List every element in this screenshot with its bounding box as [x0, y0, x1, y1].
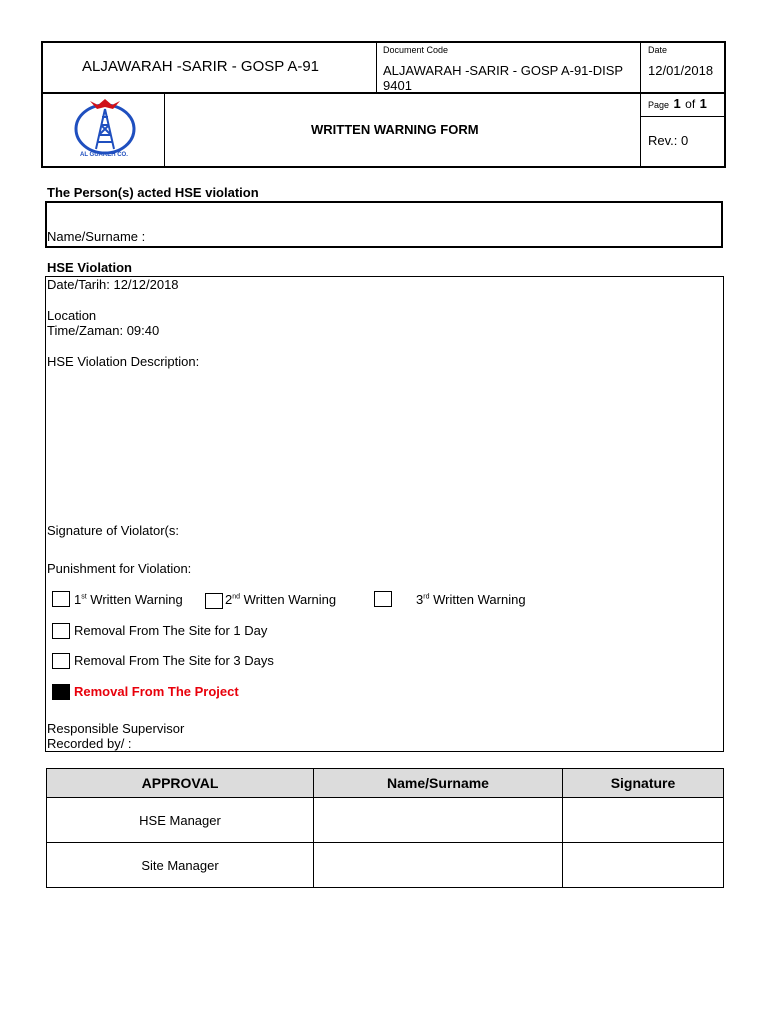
doc-code-value-2: 9401	[383, 78, 412, 93]
recorded-by-label: Recorded by/ :	[47, 736, 132, 751]
person-box	[45, 201, 723, 248]
table-header-row	[47, 769, 724, 798]
role-cell: HSE Manager	[47, 798, 314, 843]
divider	[376, 41, 377, 93]
second-warning-checkbox[interactable]	[205, 593, 223, 609]
violation-location: Location	[47, 308, 97, 323]
doc-code-value: ALJAWARAH -SARIR - GOSP A-91-DISP	[383, 63, 624, 78]
logo-text: AL GUAREH CO.	[80, 152, 128, 158]
name-surname-header: Name/Surname	[314, 769, 563, 798]
first-warning-label: 1st Written Warning	[74, 592, 183, 607]
divider	[164, 93, 165, 168]
doc-code-label: Document Code	[383, 45, 449, 55]
signature-header: Signature	[563, 769, 724, 798]
divider	[640, 41, 641, 168]
violation-description-label: HSE Violation Description:	[47, 354, 200, 369]
revision: Rev.: 0	[648, 133, 689, 148]
second-warning-label: 2nd Written Warning	[225, 592, 337, 607]
violation-box	[45, 276, 724, 752]
form-title: WRITTEN WARNING FORM	[311, 122, 479, 137]
third-warning-label: 3rd Written Warning	[416, 592, 526, 607]
violator-signature-label: Signature of Violator(s:	[47, 523, 179, 538]
removal-project-label: Removal From The Project	[74, 684, 239, 699]
removal-3days-label: Removal From The Site for 3 Days	[74, 653, 274, 668]
signature-cell[interactable]	[563, 843, 724, 888]
approval-header: APPROVAL	[47, 769, 314, 798]
name-cell[interactable]	[314, 843, 563, 888]
person-heading: The Person(s) acted HSE violation	[47, 185, 259, 200]
signature-cell[interactable]	[563, 798, 724, 843]
approval-table	[46, 768, 724, 888]
third-warning-checkbox[interactable]	[374, 591, 392, 607]
removal-project-checkbox[interactable]	[52, 684, 70, 700]
name-surname-field[interactable]: Name/Surname :	[47, 229, 146, 244]
role-cell: Site Manager	[47, 843, 314, 888]
project-title: ALJAWARAH -SARIR - GOSP A-91	[82, 58, 320, 75]
violation-time: Time/Zaman: 09:40	[47, 323, 160, 338]
violation-date: Date/Tarih: 12/12/2018	[47, 277, 179, 292]
removal-1day-label: Removal From The Site for 1 Day	[74, 623, 268, 638]
violation-heading: HSE Violation	[47, 260, 132, 275]
page-indicator: Page 1 of 1	[648, 96, 707, 111]
supervisor-label: Responsible Supervisor	[47, 721, 185, 736]
date-label: Date	[648, 45, 668, 55]
name-cell[interactable]	[314, 798, 563, 843]
date-value: 12/01/2018	[648, 63, 714, 78]
punishment-label: Punishment for Violation:	[47, 561, 192, 576]
first-warning-checkbox[interactable]	[52, 591, 70, 607]
removal-3days-checkbox[interactable]	[52, 653, 70, 669]
table-row	[47, 798, 724, 843]
divider	[640, 116, 726, 117]
removal-1day-checkbox[interactable]	[52, 623, 70, 639]
table-row	[47, 843, 724, 888]
